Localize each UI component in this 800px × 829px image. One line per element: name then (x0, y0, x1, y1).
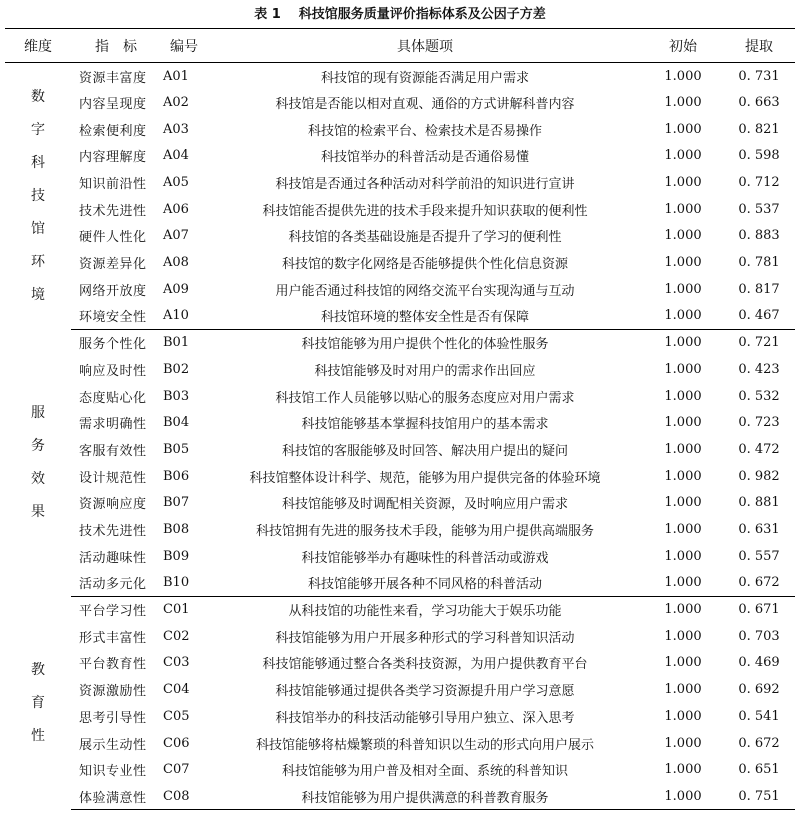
initial-cell: 1.000 (664, 335, 702, 351)
code-cell: B01 (163, 335, 190, 351)
dimension-cell (5, 329, 71, 596)
item-cell: 科技馆的客服能够及时回答、解决用户提出的疑问 (281, 443, 568, 459)
table-number: 表 1 (254, 7, 281, 22)
table-row (5, 516, 795, 543)
extraction-cell: 0. 423 (738, 361, 780, 377)
table-row (5, 490, 795, 517)
item-cell: 科技馆能够为用户提供个性化的体验性服务 (301, 337, 549, 353)
table-row (5, 329, 795, 356)
table-row (5, 249, 795, 276)
item-cell: 科技馆能够通过整合各类科技资源，为用户提供教育平台 (262, 657, 588, 673)
code-cell: A01 (163, 68, 189, 84)
table-caption (0, 2, 800, 28)
extraction-cell: 0. 817 (738, 281, 780, 297)
table-row (5, 676, 795, 703)
item-cell: 科技馆的各类基础设施是否提升了学习的便利性 (288, 230, 562, 246)
dimension-label: 服 务 效 果 (31, 404, 45, 520)
table-row (5, 223, 795, 250)
initial-cell: 1.000 (664, 415, 702, 431)
extraction-cell: 0. 598 (738, 148, 780, 164)
initial-cell: 1.000 (643, 783, 723, 810)
initial-cell: 1.000 (664, 708, 702, 724)
extraction-cell: 0. 467 (723, 303, 795, 330)
indicator-cell: 态度贴心化 (79, 390, 147, 406)
table-row (5, 383, 795, 410)
indicator-cell: 检索便利度 (79, 123, 147, 139)
code-cell: C06 (163, 735, 190, 751)
initial-cell: 1.000 (664, 281, 702, 297)
code-cell: B08 (163, 522, 190, 538)
initial-cell: 1.000 (664, 441, 702, 457)
dimension-group (5, 596, 795, 810)
initial-cell: 1.000 (664, 735, 702, 751)
table-row (5, 196, 795, 223)
initial-cell: 1.000 (664, 148, 702, 164)
code-cell: B07 (163, 495, 190, 511)
code-cell: C08 (161, 783, 207, 810)
table-title: 科技馆服务质量评价指标体系及公因子方差 (298, 7, 546, 22)
table-row (5, 116, 795, 143)
item-cell: 科技馆是否能以相对直观、通俗的方式讲解科普内容 (275, 97, 575, 113)
evaluation-index-table (5, 28, 795, 810)
code-cell: B10 (161, 570, 207, 597)
code-cell: A04 (163, 148, 189, 164)
code-cell: A06 (163, 201, 189, 217)
table-row (5, 756, 795, 783)
extraction-cell: 0. 781 (738, 255, 780, 271)
indicator-cell: 资源响应度 (79, 497, 147, 513)
extraction-cell: 0. 672 (738, 735, 780, 751)
code-cell: C01 (163, 602, 190, 618)
table-row (5, 463, 795, 490)
extraction-cell: 0. 532 (738, 388, 780, 404)
item-cell: 科技馆能够基本掌握科技馆用户的基本需求 (301, 417, 549, 433)
code-cell: C05 (163, 708, 190, 724)
extraction-cell: 0. 557 (738, 548, 780, 564)
extraction-cell: 0. 751 (723, 783, 795, 810)
initial-cell: 1.000 (664, 388, 702, 404)
dimension-label: 数 字 科 技 馆 环 境 (31, 88, 45, 303)
item-cell: 从科技馆的功能性来看，学习功能大于娱乐功能 (288, 604, 562, 620)
extraction-cell: 0. 469 (738, 655, 780, 671)
extraction-cell: 0. 712 (738, 175, 780, 191)
extraction-cell: 0. 821 (738, 121, 780, 137)
indicator-cell: 形式丰富性 (79, 630, 147, 646)
extraction-cell: 0. 692 (738, 682, 780, 698)
item-cell: 科技馆拥有先进的服务技术手段，能够为用户提供高端服务 (255, 524, 594, 540)
item-cell: 科技馆环境的整体安全性是否有保障 (207, 303, 643, 330)
initial-cell: 1.000 (664, 468, 702, 484)
extraction-cell: 0. 723 (738, 415, 780, 431)
indicator-cell: 资源激励性 (79, 684, 147, 700)
indicator-cell: 展示生动性 (79, 737, 147, 753)
indicator-cell: 设计规范性 (79, 470, 147, 486)
item-cell: 科技馆能够及时对用户的需求作出回应 (314, 363, 536, 379)
item-cell: 科技馆能够通过提供各类学习资源提升用户学习意愿 (275, 684, 575, 700)
initial-cell: 1.000 (664, 628, 702, 644)
code-cell: B02 (163, 361, 190, 377)
item-cell: 用户能否通过科技馆的网络交流平台实现沟通与互动 (275, 283, 575, 299)
table-row (5, 89, 795, 116)
header-item: 具体题项 (207, 29, 643, 63)
table-row (5, 596, 795, 623)
code-cell: C02 (163, 628, 190, 644)
header-code: 编号 (161, 29, 207, 63)
table-row (5, 783, 795, 810)
indicator-cell: 技术先进性 (79, 203, 147, 219)
code-cell: C07 (163, 762, 190, 778)
item-cell: 科技馆能否提供先进的技术手段来提升知识获取的便利性 (262, 203, 588, 219)
indicator-cell: 服务个性化 (79, 337, 147, 353)
code-cell: A08 (163, 255, 189, 271)
indicator-cell: 知识前沿性 (79, 177, 147, 193)
item-cell: 科技馆的数字化网络是否能够提供个性化信息资源 (281, 257, 568, 273)
table-row (5, 730, 795, 757)
item-cell: 科技馆是否通过各种活动对科学前沿的知识进行宣讲 (275, 177, 575, 193)
indicator-cell: 技术先进性 (79, 524, 147, 540)
indicator-cell: 思考引导性 (79, 710, 147, 726)
item-cell: 科技馆整体设计科学、规范，能够为用户提供完备的体验环境 (249, 470, 601, 486)
table-row (5, 543, 795, 570)
extraction-cell: 0. 671 (738, 602, 780, 618)
initial-cell: 1.000 (664, 175, 702, 191)
initial-cell: 1.000 (664, 121, 702, 137)
code-cell: C04 (163, 682, 190, 698)
extraction-cell: 0. 883 (738, 228, 780, 244)
initial-cell: 1.000 (664, 762, 702, 778)
indicator-cell: 资源差异化 (79, 257, 147, 273)
item-cell: 科技馆能够为用户普及相对全面、系统的科普知识 (281, 764, 568, 780)
initial-cell: 1.000 (664, 522, 702, 538)
indicator-cell: 响应及时性 (79, 363, 147, 379)
item-cell: 科技馆能够开展各种不同风格的科普活动 (207, 570, 643, 597)
indicator-cell: 体验满意性 (71, 783, 161, 810)
item-cell: 科技馆的检索平台、检索技术是否易操作 (307, 123, 542, 139)
code-cell: B03 (163, 388, 190, 404)
code-cell: A10 (161, 303, 207, 330)
table-row (5, 650, 795, 677)
table-row (5, 703, 795, 730)
item-cell: 科技馆能够将枯燥繁琐的科普知识以生动的形式向用户展示 (255, 737, 594, 753)
table-row (5, 143, 795, 170)
header-row (5, 29, 795, 63)
item-cell: 科技馆能够为用户开展多种形式的学习科普知识活动 (275, 630, 575, 646)
initial-cell: 1.000 (664, 682, 702, 698)
item-cell: 科技馆举办的科普活动是否通俗易懂 (320, 150, 529, 166)
table-row (5, 276, 795, 303)
initial-cell: 1.000 (664, 95, 702, 111)
indicator-cell: 资源丰富度 (79, 70, 147, 86)
extraction-cell: 0. 651 (738, 762, 780, 778)
initial-cell: 1.000 (664, 201, 702, 217)
table-row (5, 63, 795, 90)
dimension-group (5, 63, 795, 330)
extraction-cell: 0. 703 (738, 628, 780, 644)
item-cell: 科技馆工作人员能够以贴心的服务态度应对用户需求 (275, 390, 575, 406)
table-row (5, 303, 795, 330)
header-extraction: 提取 (723, 29, 795, 63)
indicator-cell: 内容理解度 (79, 150, 147, 166)
code-cell: A02 (163, 95, 189, 111)
extraction-cell: 0. 472 (738, 441, 780, 457)
extraction-cell: 0. 982 (738, 468, 780, 484)
code-cell: B09 (163, 548, 190, 564)
table-row (5, 623, 795, 650)
indicator-cell: 硬件人性化 (79, 230, 147, 246)
indicator-cell: 活动趣味性 (79, 550, 147, 566)
initial-cell: 1.000 (664, 68, 702, 84)
code-cell: A09 (163, 281, 189, 297)
indicator-cell: 活动多元化 (71, 570, 161, 597)
initial-cell: 1.000 (643, 303, 723, 330)
indicator-cell: 知识专业性 (79, 764, 147, 780)
code-cell: A03 (163, 121, 189, 137)
initial-cell: 1.000 (664, 255, 702, 271)
initial-cell: 1.000 (664, 228, 702, 244)
initial-cell: 1.000 (664, 361, 702, 377)
indicator-cell: 网络开放度 (79, 283, 147, 299)
initial-cell: 1.000 (664, 655, 702, 671)
table-row (5, 169, 795, 196)
dimension-cell (5, 596, 71, 810)
item-cell: 科技馆能够为用户提供满意的科普教育服务 (207, 783, 643, 810)
code-cell: A07 (163, 228, 189, 244)
dimension-label: 教 育 性 (31, 661, 45, 744)
extraction-cell: 0. 721 (738, 335, 780, 351)
table-row (5, 356, 795, 383)
header-dimension: 维度 (5, 29, 71, 63)
header-indicator: 指 标 (71, 29, 161, 63)
initial-cell: 1.000 (643, 570, 723, 597)
indicator-cell: 客服有效性 (79, 443, 147, 459)
indicator-cell: 环境安全性 (71, 303, 161, 330)
code-cell: B06 (163, 468, 190, 484)
indicator-cell: 需求明确性 (79, 417, 147, 433)
initial-cell: 1.000 (664, 548, 702, 564)
code-cell: A05 (163, 175, 189, 191)
table-row (5, 570, 795, 597)
header-initial: 初始 (643, 29, 723, 63)
item-cell: 科技馆的现有资源能否满足用户需求 (320, 70, 529, 86)
indicator-cell: 内容呈现度 (79, 97, 147, 113)
item-cell: 科技馆能够举办有趣味性的科普活动或游戏 (301, 550, 549, 566)
indicator-cell: 平台学习性 (79, 604, 147, 620)
table-row (5, 409, 795, 436)
extraction-cell: 0. 672 (723, 570, 795, 597)
code-cell: B05 (163, 441, 190, 457)
item-cell: 科技馆举办的科技活动能够引导用户独立、深入思考 (275, 710, 575, 726)
extraction-cell: 0. 881 (738, 495, 780, 511)
dimension-group (5, 329, 795, 596)
dimension-cell (5, 63, 71, 330)
extraction-cell: 0. 541 (738, 708, 780, 724)
table-row (5, 436, 795, 463)
extraction-cell: 0. 663 (738, 95, 780, 111)
item-cell: 科技馆能够及时调配相关资源，及时响应用户需求 (281, 497, 568, 513)
extraction-cell: 0. 631 (738, 522, 780, 538)
code-cell: B04 (163, 415, 190, 431)
code-cell: C03 (163, 655, 190, 671)
initial-cell: 1.000 (664, 495, 702, 511)
initial-cell: 1.000 (664, 602, 702, 618)
extraction-cell: 0. 731 (738, 68, 780, 84)
extraction-cell: 0. 537 (738, 201, 780, 217)
indicator-cell: 平台教育性 (79, 657, 147, 673)
